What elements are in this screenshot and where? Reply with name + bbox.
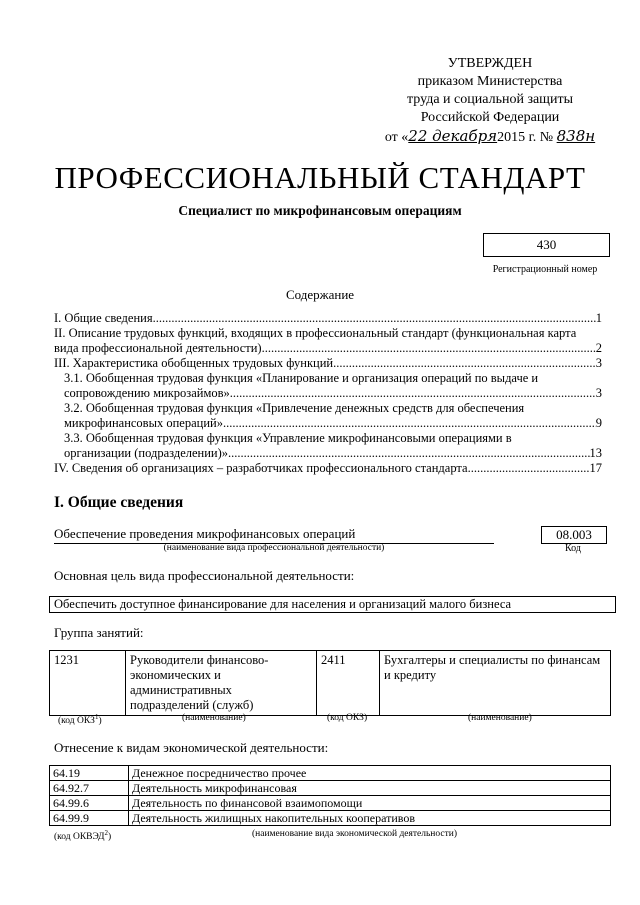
handwritten-date: 22 декабря [408,127,498,145]
approval-line: приказом Министерства [417,74,563,89]
toc-entry-text: I. Общие сведения [54,311,153,325]
toc-entry-page: 3 [595,356,602,370]
toc-leader [228,446,589,461]
toc-entry-page: 13 [589,446,602,460]
document-subtitle: Специалист по микрофинансовым операциям [178,203,462,218]
toc-leader [333,356,596,371]
approval-block [380,55,600,147]
occupation-name: Руководители финансово-экономических и административных подразделений (служб) [126,651,317,716]
toc-leader [262,341,596,356]
okved-name: Деятельность микрофинансовая [129,781,611,796]
toc-entry-text: 3.1. Обобщенная трудовая функция «Планирование и организация операций по выдаче и [64,371,539,385]
approval-line: Российской Федерации [420,110,560,125]
order-prefix: от « [384,130,409,145]
activity-code: 08.003 [541,526,607,544]
toc-entry[interactable] [54,326,602,356]
code-caption: Код [565,543,581,554]
registration-number: 430 [483,233,610,257]
okved-table [49,765,611,826]
toc-entry-text: 3.3. Обобщенная трудовая функция «Управление микрофинансовыми операциями в [64,431,512,445]
okved-name-caption: (наименование вида экономической деятельности) [252,829,457,839]
toc-entry-page: 2 [595,341,602,355]
toc-leader [153,311,596,326]
handwritten-number: 838н [556,127,596,145]
toc-leader [468,461,590,476]
occ-code-caption: (код ОКЗ) [327,713,368,723]
toc-entry[interactable] [54,431,602,461]
okved-name: Денежное посредничество прочее [129,766,611,781]
toc-entry[interactable] [54,371,602,401]
okved-code: 64.92.7 [50,781,129,796]
occupations-label: Группа занятий: [54,625,144,640]
occ-name-caption: (наименование) [468,713,532,723]
okved-code: 64.99.9 [50,811,129,826]
occupations-table [49,650,611,716]
toc-entry-page: 1 [595,311,602,325]
registration-label: Регистрационный номер [492,264,598,275]
order-line [380,127,600,147]
toc-leader [230,386,596,401]
toc-entry[interactable] [54,461,602,476]
section-title: I. Общие сведения [54,494,184,511]
okved-code: 64.19 [50,766,129,781]
okved-name: Деятельность жилищных накопительных кооперативов [129,811,611,826]
occ-code-caption: (код ОКЗ$^1$) [58,713,102,727]
toc-entry[interactable] [54,356,602,371]
occupation-code: 1231 [50,651,126,716]
toc-entry-page: 17 [589,461,602,475]
toc-heading: Содержание [285,287,355,302]
document-title: ПРОФЕССИОНАЛЬНЫЙ СТАНДАРТ [54,160,586,195]
toc-entry-text: микрофинансовых операций» [64,416,223,430]
table-row [50,766,611,781]
table-row [50,781,611,796]
toc-entry[interactable] [54,401,602,431]
order-year: 2015 г. № [497,130,554,145]
occupation-code: 2411 [317,651,380,716]
goal-label: Основная цель вида профессиональной деятельности: [54,568,355,583]
okved-code: 64.99.6 [50,796,129,811]
toc-entry-text: сопровождению микрозаймов» [64,386,230,400]
approval-line: труда и социальной защиты [407,92,573,107]
activity-name: Обеспечение проведения микрофинансовых операций [54,526,494,544]
okved-code-caption: (код ОКВЭД$^2$) [54,829,112,843]
table-row [50,651,611,716]
toc-entry-text: организации (подразделении)» [64,446,229,460]
toc-entry[interactable] [54,311,602,326]
table-of-contents [54,311,602,476]
toc-entry-text: 3.2. Обобщенная трудовая функция «Привлечение денежных средств для обеспечения [64,401,525,415]
activity-caption: (наименование вида профессиональной деятельности) [163,543,385,553]
toc-entry-text: вида профессиональной деятельности) [54,341,262,355]
okved-name: Деятельность по финансовой взаимопомощи [129,796,611,811]
toc-entry-page: 9 [595,416,602,430]
table-row [50,796,611,811]
toc-entry-text: II. Описание трудовых функций, входящих в профессиональный стандарт (функциональная карта [54,326,577,340]
toc-entry-text: III. Характеристика обобщенных трудовых функций [54,356,334,370]
goal-text: Обеспечить доступное финансирование для населения и организаций малого бизнеса [49,596,616,613]
occupation-name: Бухгалтеры и специалисты по финансам и кредиту [380,651,611,716]
okved-label: Отнесение к видам экономической деятельности: [54,740,329,755]
toc-leader [223,416,596,431]
toc-entry-page: 3 [595,386,602,400]
table-row [50,811,611,826]
approval-title: УТВЕРЖДЕН [447,56,533,71]
occ-name-caption: (наименование) [182,713,246,723]
toc-entry-text: IV. Сведения об организациях – разработчиках профессионального стандарта [54,461,468,475]
